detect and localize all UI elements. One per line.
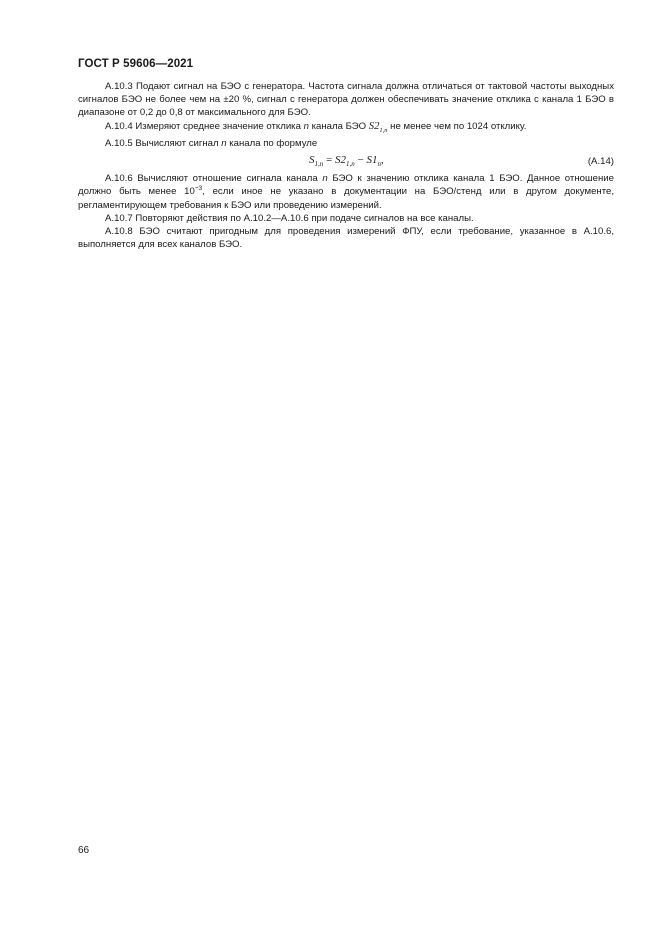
formula-term2: S1 xyxy=(366,154,378,167)
formula-term1-subscript: 1,n xyxy=(345,160,355,169)
formula-minus: − xyxy=(354,154,367,167)
formula-a14 xyxy=(78,153,614,172)
paragraph-a10-6-text-start: А.10.6 Вычисляют отношение сигнала канала xyxy=(105,173,323,185)
document-header: ГОСТ Р 59606—2021 xyxy=(78,58,194,70)
formula-end: , xyxy=(380,154,384,167)
formula-equals: = xyxy=(323,154,335,167)
formula-lhs: S xyxy=(309,154,315,167)
paragraph-a10-5-text-end: канала по формуле xyxy=(226,137,318,149)
document-body xyxy=(78,80,614,251)
paragraph-a10-4 xyxy=(78,120,614,137)
formula-number: (А.14) xyxy=(587,156,614,168)
paragraph-a10-4-text-end: не менее чем по 1024 отклику. xyxy=(387,120,527,132)
formula-expression xyxy=(309,154,384,171)
symbol-s2-main: S2 xyxy=(368,120,380,132)
page-number: 66 xyxy=(78,845,90,856)
symbol-s2-1n xyxy=(369,121,388,132)
formula-term2-subscript: n xyxy=(377,160,381,169)
paragraph-a10-4-text-middle: канала БЭО xyxy=(308,120,369,132)
paragraph-a10-6 xyxy=(78,172,614,212)
variable-n: n xyxy=(221,137,227,149)
formula-term1: S2 xyxy=(334,154,346,167)
paragraph-a10-6-text-middle: БЭО к значению отклика канала 1 БЭО. Данное отношение должно быть менее 10 xyxy=(78,173,614,198)
exponent: −3 xyxy=(194,185,203,193)
paragraph-a10-3: А.10.3 Подают сигнал на БЭО с генератора. Частота сигнала должна отличаться от тактовой частоты выходных сигналов БЭО не более чем на ±20 %, сигнал с генератора должен обеспечивать значение отклика с канала 1 БЭО в диапазоне от 0,2 до 0,8 от максимального для БЭО. xyxy=(78,81,614,119)
paragraph-a10-5 xyxy=(78,137,614,150)
variable-n: n xyxy=(303,120,309,132)
paragraph-a10-6-text-end: , если иное не указано в документации на БЭО/стенд или в другом документе, регламентирующем требования к БЭО или проведению измерений. xyxy=(78,186,614,211)
paragraph-a10-7: А.10.7 Повторяют действия по А.10.2—А.10.6 при подаче сигналов на все каналы. xyxy=(105,212,474,224)
symbol-s2-subscript: 1,n xyxy=(379,126,388,134)
paragraph-a10-8: А.10.8 БЭО считают пригодным для проведения измерений ФПУ, если требование, указанное в А.10.6, выполняется для всех каналов БЭО. xyxy=(78,225,614,251)
formula-lhs-subscript: 1,n xyxy=(314,160,324,169)
paragraph-a10-4-text-start: А.10.4 Измеряют среднее значение отклика xyxy=(105,120,304,132)
paragraph-a10-5-text-start: А.10.5 Вычисляют сигнал xyxy=(105,137,222,149)
variable-n: n xyxy=(322,173,328,185)
